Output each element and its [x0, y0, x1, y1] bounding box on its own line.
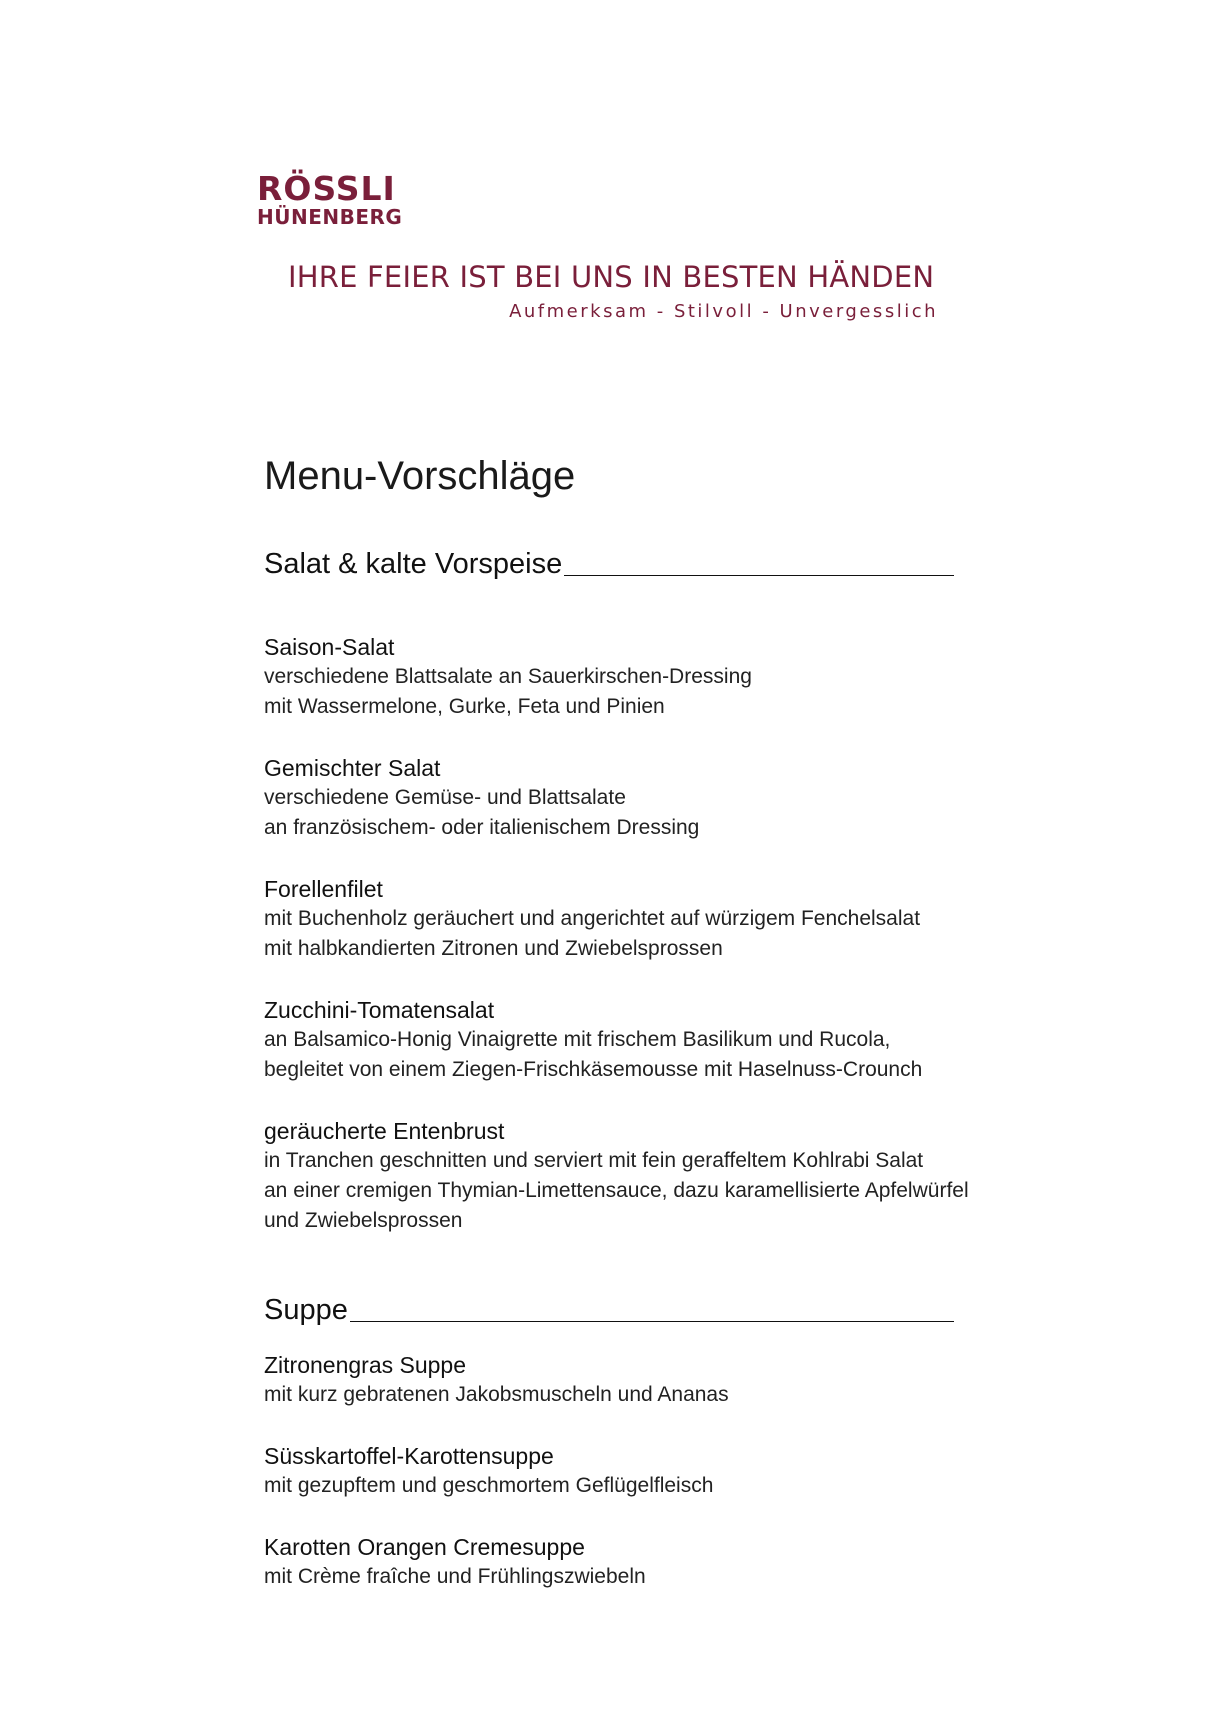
dish-description-line: mit Wassermelone, Gurke, Feta und Pinien [264, 695, 665, 718]
dish-description [264, 1146, 1024, 1236]
dish-name: Süsskartoffel-Karottensuppe [264, 1443, 554, 1469]
dish-description [264, 904, 1024, 964]
dish [264, 1116, 1024, 1236]
section-heading-label: Salat & kalte Vorspeise [264, 548, 563, 580]
dish [264, 632, 1024, 722]
dish [264, 1350, 1024, 1410]
dish-description-line: in Tranchen geschnitten und serviert mit fein geraffeltem Kohlrabi Salat [264, 1149, 924, 1172]
dish-description [264, 1562, 1024, 1592]
dish-description-line: mit Crème fraîche und Frühlingszwiebeln [264, 1565, 646, 1588]
dish-description [264, 1025, 1024, 1085]
logo-name: RÖSSLI [257, 169, 396, 208]
dish-description [264, 1471, 1024, 1501]
dish [264, 995, 1024, 1085]
dish-description-line: an Balsamico-Honig Vinaigrette mit frischem Basilikum und Rucola, [264, 1028, 891, 1051]
dish [264, 753, 1024, 843]
section-heading [264, 546, 954, 582]
dish-name: geräucherte Entenbrust [264, 1118, 505, 1144]
dish-name: Forellenfilet [264, 876, 383, 902]
section-heading-label: Suppe [264, 1294, 348, 1326]
dish-description [264, 1380, 1024, 1410]
dish-description-line: begleitet von einem Ziegen-Frischkäsemousse mit Haselnuss-Crounch [264, 1058, 923, 1081]
dish-name: Zucchini-Tomatensalat [264, 997, 495, 1023]
dish-description-line: mit kurz gebratenen Jakobsmuscheln und Ananas [264, 1383, 729, 1406]
dish-name: Gemischter Salat [264, 755, 441, 781]
dish-name: Saison-Salat [264, 634, 395, 660]
logo-location: HÜNENBERG [257, 205, 403, 229]
section-heading [264, 1292, 954, 1328]
tagline-main: IHRE FEIER IST BEI UNS IN BESTEN HÄNDEN [288, 260, 935, 294]
dish-description-line: und Zwiebelsprossen [264, 1209, 463, 1232]
logo [257, 169, 403, 229]
dish-description-line: an französischem- oder italienischem Dressing [264, 816, 700, 839]
dish-description [264, 662, 1024, 722]
dish-name: Zitronengras Suppe [264, 1352, 467, 1378]
dish-description-line: verschiedene Gemüse- und Blattsalate [264, 786, 626, 809]
tagline [288, 260, 938, 324]
dish [264, 874, 1024, 964]
menu-content [264, 448, 1024, 1623]
dish-description [264, 783, 1024, 843]
dish [264, 1441, 1024, 1501]
section-rule [564, 575, 954, 576]
dish-description-line: mit halbkandierten Zitronen und Zwiebelsprossen [264, 937, 723, 960]
page-title: Menu-Vorschläge [264, 454, 576, 498]
dish-name: Karotten Orangen Cremesuppe [264, 1534, 585, 1560]
section-salat [264, 546, 1024, 1236]
dish [264, 1532, 1024, 1592]
tagline-sub: Aufmerksam - Stilvoll - Unvergesslich [509, 301, 938, 322]
dish-description-line: mit gezupftem und geschmortem Geflügelfleisch [264, 1474, 714, 1497]
section-rule [350, 1321, 954, 1322]
dish-description-line: verschiedene Blattsalate an Sauerkirschen-Dressing [264, 665, 752, 688]
dish-description-line: mit Buchenholz geräuchert und angerichtet auf würzigem Fenchelsalat [264, 907, 921, 930]
dish-description-line: an einer cremigen Thymian-Limettensauce, dazu karamellisierte Apfelwürfel [264, 1179, 969, 1202]
section-suppe [264, 1292, 1024, 1592]
